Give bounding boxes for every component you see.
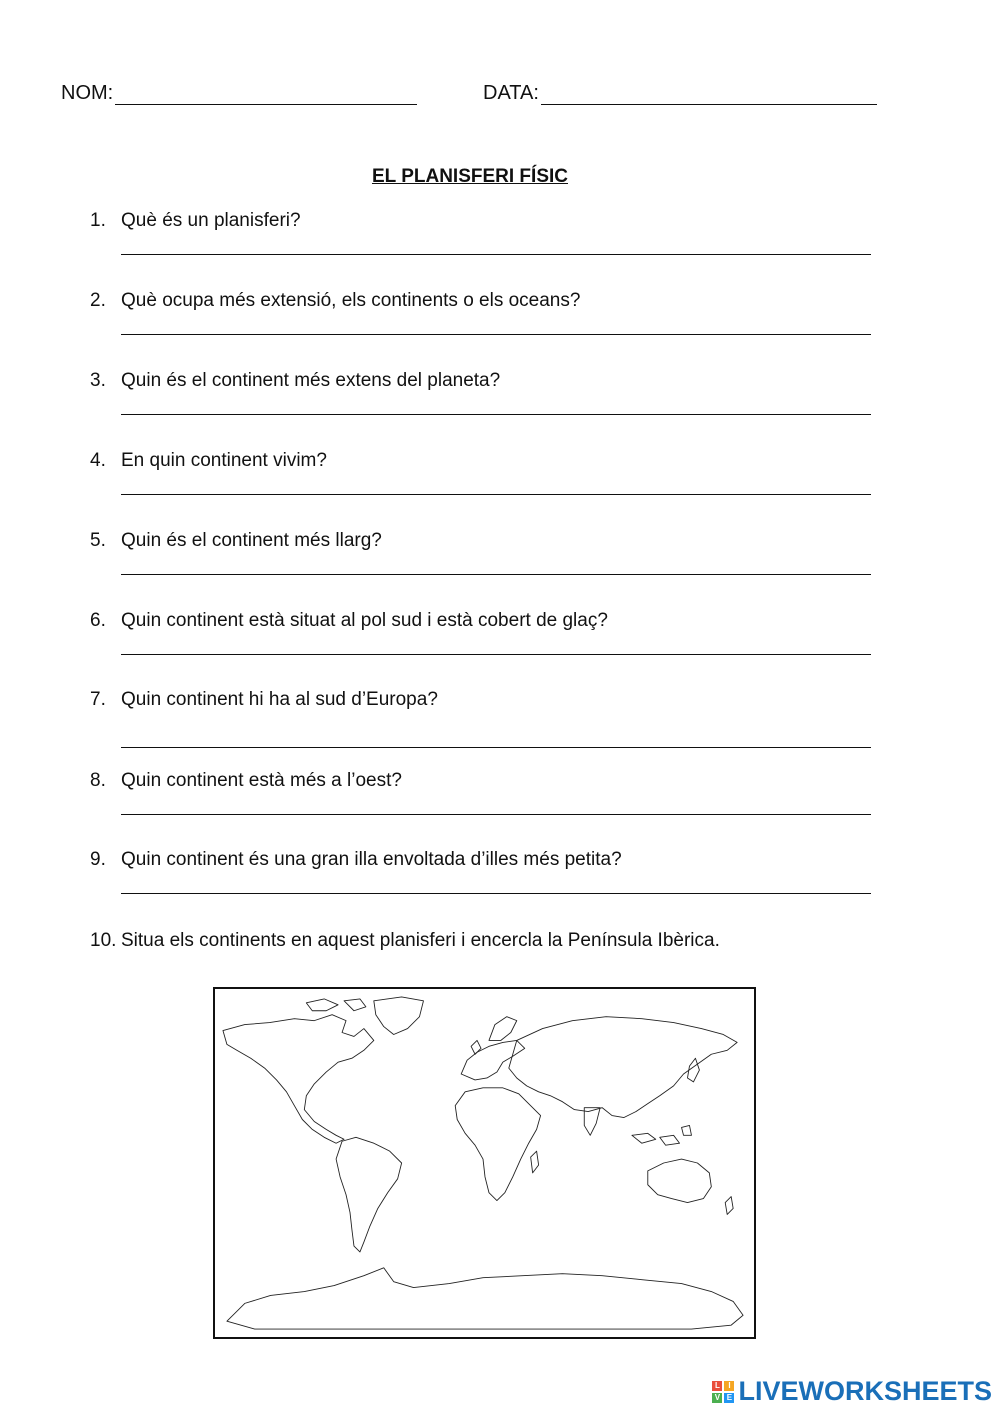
- arctic-islands-outline: [306, 999, 366, 1011]
- logo-letter: V: [712, 1393, 722, 1403]
- madagascar-outline: [531, 1151, 539, 1173]
- question-text: Quin continent està situat al pol sud i està cobert de glaç?: [121, 610, 608, 631]
- southeast-asia-islands-outline: [632, 1125, 692, 1145]
- name-field[interactable]: [61, 82, 417, 105]
- question-text: En quin continent vivim?: [121, 450, 327, 471]
- greenland-outline: [374, 997, 424, 1035]
- answer-line[interactable]: [121, 654, 871, 655]
- question-text: Què és un planisferi?: [121, 210, 301, 231]
- australia-outline: [648, 1159, 712, 1203]
- answer-line[interactable]: [121, 893, 871, 894]
- antarctica-outline: [227, 1268, 743, 1329]
- answer-line[interactable]: [121, 814, 871, 815]
- british-isles-outline: [471, 1040, 481, 1054]
- answer-line[interactable]: [121, 334, 871, 335]
- answer-line[interactable]: [121, 494, 871, 495]
- question-text: Quin continent és una gran illa envoltada d’illes més petita?: [121, 849, 622, 870]
- question-number: 9.: [90, 849, 106, 870]
- question-text: Què ocupa més extensió, els continents o els oceans?: [121, 290, 581, 311]
- question-number: 10.: [90, 930, 117, 951]
- logo-letter: E: [724, 1393, 734, 1403]
- liveworksheets-logo-icon: [712, 1381, 734, 1403]
- north-america-outline: [223, 1015, 374, 1144]
- answer-line[interactable]: [121, 747, 871, 748]
- date-input-line[interactable]: [541, 84, 877, 105]
- new-zealand-outline: [725, 1197, 733, 1215]
- liveworksheets-wordmark: LIVEWORKSHEETS: [738, 1376, 992, 1406]
- question-text: Situa els continents en aquest planisferi i encercla la Península Ibèrica.: [121, 930, 720, 951]
- worksheet-title: EL PLANISFERI FÍSIC: [371, 166, 568, 187]
- world-map[interactable]: [213, 987, 756, 1339]
- question-text: Quin és el continent més extens del planeta?: [121, 370, 501, 391]
- question-number: 3.: [90, 370, 106, 391]
- logo-letter: L: [712, 1381, 722, 1391]
- answer-line[interactable]: [121, 574, 871, 575]
- date-field[interactable]: [483, 82, 877, 105]
- liveworksheets-brand: [712, 1376, 992, 1407]
- africa-outline: [455, 1088, 540, 1201]
- name-label: NOM:: [61, 82, 114, 104]
- name-input-line[interactable]: [115, 84, 417, 105]
- question-number: 6.: [90, 610, 106, 631]
- question-number: 2.: [90, 290, 106, 311]
- question-text: Quin continent està més a l’oest?: [121, 770, 402, 791]
- question-number: 4.: [90, 450, 106, 471]
- question-text: Quin continent hi ha al sud d’Europa?: [121, 689, 438, 710]
- question-text: Quin és el continent més llarg?: [121, 530, 382, 551]
- question-number: 8.: [90, 770, 106, 791]
- answer-line[interactable]: [121, 414, 871, 415]
- question-number: 1.: [90, 210, 106, 231]
- question-number: 7.: [90, 689, 106, 710]
- date-label: DATA:: [483, 82, 539, 104]
- scandinavia-outline: [489, 1017, 517, 1041]
- logo-letter: I: [724, 1381, 734, 1391]
- world-map-outline: [215, 989, 754, 1337]
- answer-line[interactable]: [121, 254, 871, 255]
- question-number: 5.: [90, 530, 106, 551]
- south-america-outline: [336, 1137, 402, 1252]
- asia-outline: [509, 1017, 737, 1118]
